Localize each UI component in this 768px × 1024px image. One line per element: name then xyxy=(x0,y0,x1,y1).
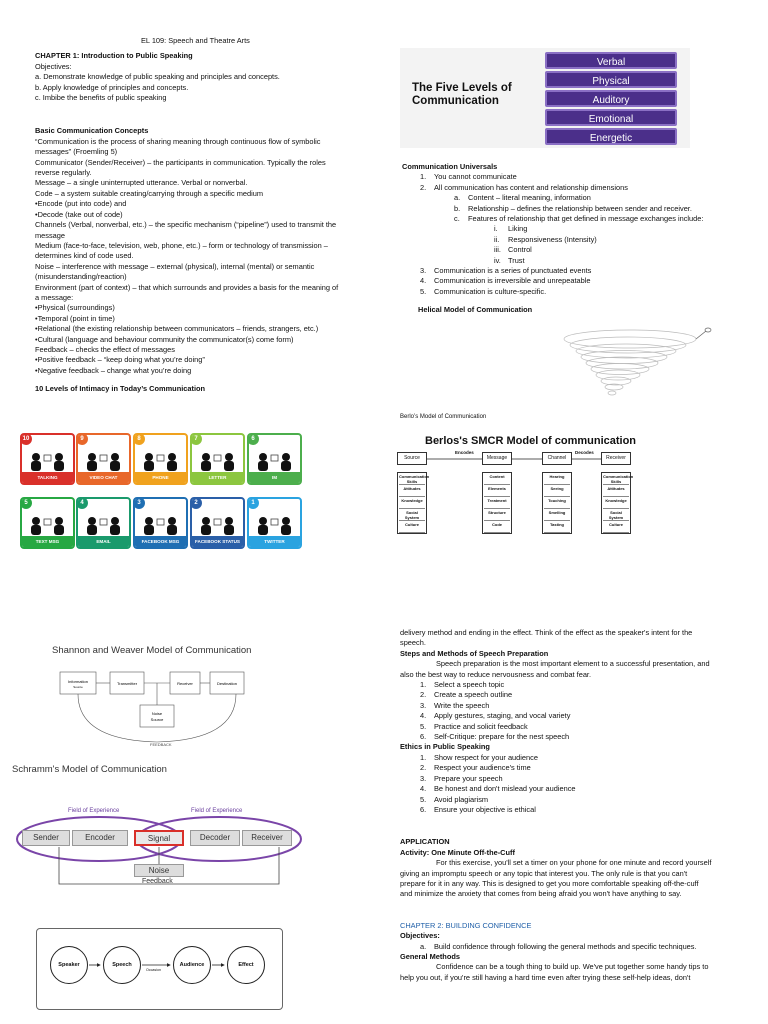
smcr-head: Message xyxy=(482,452,512,465)
universal-subitem-text: Features of relationship that get defined in message exchanges include: xyxy=(468,214,704,224)
intimacy-level-label: IM xyxy=(249,472,300,483)
basic-concepts-title: Basic Communication Concepts xyxy=(35,126,149,136)
schramm-box: Signal xyxy=(134,830,184,846)
intimacy-level-number: 9 xyxy=(76,433,88,445)
schramm-feedback-label: Feedback xyxy=(142,878,173,885)
objective-item: a. Demonstrate knowledge of public speaking and principles and concepts. xyxy=(35,72,280,82)
universal-subitem-number: c. xyxy=(454,214,460,224)
smcr-item: Code xyxy=(484,522,510,533)
field-of-experience-label: Field of Experience xyxy=(68,808,120,814)
relationship-feature-number: ii. xyxy=(494,234,500,244)
smcr-item: Knowledge xyxy=(399,498,425,509)
concept-line: •Positive feedback – “keep doing what you’re doing” xyxy=(35,355,205,365)
flow-circle: Effect xyxy=(227,946,265,984)
step-item-text: Create a speech outline xyxy=(434,690,513,700)
step-item-number: 6. xyxy=(420,732,427,742)
ethics-item-number: 1. xyxy=(420,752,427,762)
smcr-item: Social System xyxy=(603,510,629,521)
smcr-decodes-label: Decodes xyxy=(575,450,594,455)
intimacy-level-number: 6 xyxy=(247,433,259,445)
ethics-item xyxy=(400,774,745,784)
svg-text:Source: Source xyxy=(150,717,164,722)
ethics-item xyxy=(400,795,745,805)
communication-level: Energetic xyxy=(545,128,677,145)
intimacy-level-number: 5 xyxy=(20,497,32,509)
intimacy-level-label: TALKING xyxy=(22,472,73,483)
smcr-head: Receiver xyxy=(601,452,631,465)
smcr-encodes-label: Encodes xyxy=(455,450,474,455)
intimacy-tile xyxy=(76,497,131,549)
ethics-list xyxy=(400,753,745,815)
objective-item: c. Imbibe the benefits of public speaking xyxy=(35,93,167,103)
svg-text:Noise: Noise xyxy=(151,711,163,716)
schramm-box: Receiver xyxy=(242,830,292,846)
smcr-item: Culture xyxy=(603,522,629,533)
svg-text:Destination: Destination xyxy=(216,681,238,686)
schramm-box: Decoder xyxy=(190,830,240,846)
concept-line: •Relational (the existing relationship between communicators – friends, strangers, etc.) xyxy=(35,324,319,334)
application-title: APPLICATION xyxy=(400,837,450,847)
relationship-feature-number: iv. xyxy=(494,255,501,265)
general-methods-text xyxy=(400,962,745,983)
intimacy-level-number: 4 xyxy=(76,497,88,509)
smcr-item: Communication Skills xyxy=(399,474,430,484)
svg-text:Receiver: Receiver xyxy=(177,681,193,686)
concept-line: Channels (Verbal, nonverbal, etc.) – the specific mechanism (“pipeline”) used to transmit the xyxy=(35,220,337,230)
step-item-number: 2. xyxy=(420,690,427,700)
concept-line: •Decode (take out of code) xyxy=(35,209,123,219)
smcr-item: Tasting xyxy=(544,522,570,533)
berlo-caption: Berlo’s Model of Communication xyxy=(400,414,487,420)
universal-item-text: You cannot communicate xyxy=(434,172,517,182)
universal-item-text: All communication has content and relationship dimensions xyxy=(434,182,628,192)
ethics-title: Ethics in Public Speaking xyxy=(400,742,490,752)
intimacy-level-number: 10 xyxy=(20,433,32,445)
step-item-text: Practice and solicit feedback xyxy=(434,721,528,731)
universal-subitem-text: Content – literal meaning, information xyxy=(468,193,591,203)
steps-title: Steps and Methods of Speech Preparation xyxy=(400,648,549,658)
course-title: EL 109: Speech and Theatre Arts xyxy=(141,36,250,45)
universal-subitem-number: b. xyxy=(454,203,461,213)
steps-paragraph xyxy=(400,659,745,680)
activity-title: Activity: One Minute Off-the-Cuff xyxy=(400,847,515,857)
ethics-item xyxy=(400,784,745,794)
smcr-item: Culture xyxy=(399,522,425,533)
intimacy-tile xyxy=(190,433,245,485)
smcr-item: Content xyxy=(484,474,510,485)
communication-level: Auditory xyxy=(545,90,677,107)
smcr-item: Smelling xyxy=(544,510,570,521)
step-item xyxy=(400,711,745,721)
objectives-list xyxy=(35,72,380,103)
relationship-feature-text: Control xyxy=(508,245,532,255)
relationship-feature-number: i. xyxy=(494,224,498,234)
intimacy-level-label: EMAIL xyxy=(78,536,129,547)
concept-line: Feedback – checks the effect of messages xyxy=(35,344,175,354)
chapter2-objective-item-text: Build confidence through following the general methods and specific techniques. xyxy=(434,941,697,951)
concept-line: determines kind of code used. xyxy=(35,251,134,261)
shannon-info-source: Information xyxy=(67,679,89,684)
flow-circle: Speaker xyxy=(50,946,88,984)
steps-paragraph-line: also the best way to reduce nervousness and combat fear. xyxy=(400,669,592,679)
intimacy-tile xyxy=(247,497,302,549)
smcr-title: Berlos's SMCR Model of communication xyxy=(425,435,637,447)
chapter2-objective-item-number: a. xyxy=(420,941,427,951)
step-item-number: 4. xyxy=(420,711,427,721)
step-item xyxy=(400,701,745,711)
smcr-item: Seeing xyxy=(544,486,570,497)
concept-line: Noise – interference with message – external (physical), internal (mental) or semantic xyxy=(35,261,315,271)
concept-line: Environment (part of context) – that which surrounds and provides a basis for the meaning of xyxy=(35,282,339,292)
universal-subitem-text: Relationship – defines the relationship between sender and receiver. xyxy=(468,203,692,213)
concept-line: •Cultural (language and behaviour community the communicator(s) come form) xyxy=(35,334,294,344)
relationship-feature xyxy=(402,256,742,266)
intimacy-level-label: VIDEO CHAT xyxy=(78,472,129,483)
concept-line: •Encode (put into code) and xyxy=(35,199,127,209)
intimacy-level-label: TEXT MSG xyxy=(22,536,73,547)
concept-line: Code – a system suitable creating/carrying through a specific medium xyxy=(35,188,263,198)
shannon-weaver-diagram xyxy=(58,660,258,750)
universal-item xyxy=(402,172,742,182)
universal-item xyxy=(402,266,742,276)
activity-line: giving an impromptu speech or any topic that interest you. The only rule is that you can't xyxy=(400,868,688,878)
step-item-number: 1. xyxy=(420,680,427,690)
universals-sublist xyxy=(402,193,742,224)
concept-line: messages” (Froemling 5) xyxy=(35,147,118,157)
schramm-title: Schramm's Model of Communication xyxy=(12,764,167,775)
ethics-item-text: Be honest and don't mislead your audience xyxy=(434,784,576,794)
schramm-box: Encoder xyxy=(72,830,128,846)
universals-list-2 xyxy=(402,266,742,297)
concept-line: •Negative feedback – change what you’re doing xyxy=(35,365,192,375)
flow-circle: Audience xyxy=(173,946,211,984)
activity-line: prepare for it in any way. This is designed to get you more comfortable speaking off-the-cuff xyxy=(400,878,699,888)
step-item-text: Apply gestures, staging, and vocal variety xyxy=(434,711,571,721)
relationship-feature-text: Responsiveness (Intensity) xyxy=(508,234,597,244)
five-levels-title-line1: The Five Levels of xyxy=(412,82,512,94)
flow-arrows xyxy=(30,955,290,975)
smcr-head: Source xyxy=(397,452,427,465)
intimacy-level-number: 8 xyxy=(133,433,145,445)
universal-item-number: 3. xyxy=(420,266,427,276)
ethics-item-number: 5. xyxy=(420,794,427,804)
intimacy-level-label: LETTER xyxy=(192,472,243,483)
concept-line: reverse regularly. xyxy=(35,168,92,178)
step-item-text: Write the speech xyxy=(434,700,490,710)
step-item-number: 5. xyxy=(420,721,427,731)
smcr-item: Social System xyxy=(399,510,425,521)
smcr-item: Treatment xyxy=(484,498,510,509)
chapter2-objectives-label: Objectives: xyxy=(400,931,440,941)
right-bottom-text xyxy=(400,628,745,983)
intimacy-tile xyxy=(133,433,188,485)
communication-level: Physical xyxy=(545,71,677,88)
relationship-feature-text: Liking xyxy=(508,224,528,234)
ethics-item-number: 3. xyxy=(420,773,427,783)
smcr-item: Knowledge xyxy=(603,498,629,509)
ethics-item-number: 4. xyxy=(420,784,427,794)
five-levels-title-line2: Communication xyxy=(412,95,499,107)
activity-line: and minimize the anxiety that comes from being afraid you won't have anything to say. xyxy=(400,889,682,899)
five-levels-title xyxy=(412,82,512,108)
ethics-item-text: Prepare your speech xyxy=(434,773,503,783)
intimacy-level-label: TWITTER xyxy=(249,536,300,547)
intimacy-level-label: FACEBOOK STATUS xyxy=(192,536,243,547)
svg-text:FEEDBACK: FEEDBACK xyxy=(150,742,172,747)
basic-concepts-text xyxy=(35,137,380,376)
universals-title: Communication Universals xyxy=(402,162,498,171)
general-methods-title: General Methods xyxy=(400,951,460,961)
intimacy-tile xyxy=(20,433,75,485)
shannon-title: Shannon and Weaver Model of Communication xyxy=(52,645,252,656)
schramm-noise-box: Noise xyxy=(134,864,184,877)
intimacy-level-number: 3 xyxy=(133,497,145,509)
concept-line: Communicator (Sender/Receiver) – the participants in communication. Typically the roles xyxy=(35,157,326,167)
intimacy-tile xyxy=(20,497,75,549)
general-methods-line: Confidence can be a tough thing to build up. We've put together some handy tips to xyxy=(436,962,709,972)
ethics-item-text: Respect your audience's time xyxy=(434,763,531,773)
universal-item-text: Communication is a series of punctuated events xyxy=(434,266,592,276)
smcr-arrows xyxy=(420,450,660,470)
ethics-item xyxy=(400,805,745,815)
universal-item-number: 1. xyxy=(420,172,427,182)
objective-item: b. Apply knowledge of principles and concepts. xyxy=(35,82,189,92)
steps-paragraph-line: Speech preparation is the most important element to a successful presentation, and xyxy=(436,659,710,669)
smcr-item: Hearing xyxy=(544,474,570,485)
helical-title: Helical Model of Communication xyxy=(418,305,533,315)
ethics-item xyxy=(400,753,745,763)
ethics-item xyxy=(400,763,745,773)
field-of-experience-label: Field of Experience xyxy=(191,808,243,814)
universals-roman-list xyxy=(402,224,742,266)
intimacy-tile xyxy=(76,433,131,485)
step-item xyxy=(400,722,745,732)
relationship-feature xyxy=(402,224,742,234)
concept-line: •Temporal (point in time) xyxy=(35,313,115,323)
concept-line: •Physical (surroundings) xyxy=(35,303,115,313)
step-item-number: 3. xyxy=(420,700,427,710)
ethics-item-text: Ensure your objective is ethical xyxy=(434,804,536,814)
universal-item-number: 5. xyxy=(420,286,427,296)
flow-circle: Speech xyxy=(103,946,141,984)
smcr-item: Elements xyxy=(484,486,510,497)
concept-line: message xyxy=(35,230,65,240)
concept-line: (misunderstanding/reaction) xyxy=(35,272,127,282)
intimacy-tile xyxy=(133,497,188,549)
ethics-item-number: 6. xyxy=(420,804,427,814)
step-item xyxy=(400,732,745,742)
ethics-item-text: Show respect for your audience xyxy=(434,752,538,762)
concept-line: Message – a single uninterrupted utterance. Verbal or nonverbal. xyxy=(35,178,248,188)
concept-line: a message: xyxy=(35,292,74,302)
universal-subitem-number: a. xyxy=(454,193,461,203)
step-item-text: Self-Critique: prepare for the nest speech xyxy=(434,732,570,742)
svg-text:Source: Source xyxy=(73,685,83,689)
intimacy-level-number: 2 xyxy=(190,497,202,509)
intimacy-tile xyxy=(247,433,302,485)
intimacy-level-label: PHONE xyxy=(135,472,186,483)
smcr-head: Channel xyxy=(542,452,572,465)
flow-occasion-label: Occasion xyxy=(146,968,161,972)
chapter2-title: CHAPTER 2: BUILDING CONFIDENCE xyxy=(400,920,532,930)
smcr-item: Touching xyxy=(544,498,570,509)
universal-subitem xyxy=(402,193,742,203)
activity-text xyxy=(400,858,745,900)
universal-item-number: 2. xyxy=(420,182,427,192)
concept-line: Medium (face-to-face, television, web, phone, etc.) – form or technology of transmission – xyxy=(35,240,328,250)
intimacy-level-number: 1 xyxy=(247,497,259,509)
activity-line: For this exercise, you'll set a timer on your phone for one minute and record yourself xyxy=(436,858,712,868)
universal-item xyxy=(402,183,742,193)
ethics-item-text: Avoid plagiarism xyxy=(434,794,489,804)
universal-item-text: Communication is irreversible and unrepeatable xyxy=(434,276,591,286)
communication-level: Verbal xyxy=(545,52,677,69)
ethics-item-number: 2. xyxy=(420,763,427,773)
universal-item xyxy=(402,276,742,286)
universal-item-text: Communication is culture-specific. xyxy=(434,286,547,296)
smcr-item: Structure xyxy=(484,510,510,521)
universal-item xyxy=(402,287,742,297)
svg-text:Transmitter: Transmitter xyxy=(116,681,138,686)
universal-subitem xyxy=(402,204,742,214)
universals-list xyxy=(402,172,742,193)
step-item-text: Select a speech topic xyxy=(434,680,505,690)
chapter1-title: CHAPTER 1: Introduction to Public Speaking xyxy=(35,51,193,61)
helical-model-figure xyxy=(560,325,720,405)
chapter2-objective xyxy=(400,942,745,952)
intimacy-title: 10 Levels of Intimacy in Today’s Communication xyxy=(35,384,206,394)
intro-line: delivery method and ending in the effect. Think of the effect as the speaker's intent for the xyxy=(400,628,693,637)
intimacy-level-label: FACEBOOK MSG xyxy=(135,536,186,547)
step-item xyxy=(400,690,745,700)
relationship-feature xyxy=(402,245,742,255)
intro-lines xyxy=(400,628,745,649)
communication-level: Emotional xyxy=(545,109,677,126)
objectives-label: Objectives: xyxy=(35,61,72,71)
universal-subitem xyxy=(402,214,742,224)
intimacy-tile xyxy=(190,497,245,549)
intro-line: speech. xyxy=(400,638,426,648)
universal-item-number: 4. xyxy=(420,276,427,286)
smcr-item: Attitudes xyxy=(603,486,629,497)
relationship-feature-text: Trust xyxy=(508,255,525,265)
step-item xyxy=(400,680,745,690)
intimacy-level-number: 7 xyxy=(190,433,202,445)
chapter2-objective-item xyxy=(400,942,745,952)
general-methods-line: help you out, if you're still having a hard time even after trying these self-help ideas, don't xyxy=(400,972,691,982)
relationship-feature xyxy=(402,235,742,245)
relationship-feature-number: iii. xyxy=(494,245,501,255)
steps-list xyxy=(400,680,745,742)
left-top-text xyxy=(35,36,380,395)
schramm-box: Sender xyxy=(22,830,70,846)
smcr-item: Communication Skills xyxy=(603,474,634,484)
smcr-item: Attitudes xyxy=(399,486,425,497)
concept-line: “Communication is the process of sharing meaning through continuous flow of symbolic xyxy=(35,136,321,146)
universals-section xyxy=(402,162,742,316)
